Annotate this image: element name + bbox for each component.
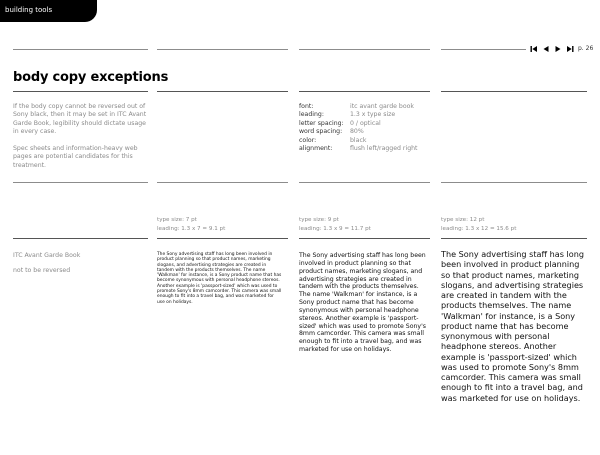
header-rule <box>157 49 288 50</box>
section-tab <box>0 0 97 22</box>
spec-row <box>299 137 459 145</box>
spec-value: itc avant garde book <box>350 103 415 110</box>
spec-value: flush left/ragged right <box>350 145 418 153</box>
intro-paragraph: If the body copy cannot be reversed out of Sony black, then it may be set in ITC Avant Garde Book, legibility should dictate usage in every case. <box>13 103 147 136</box>
header-rule <box>299 49 430 50</box>
spec-list <box>299 103 459 153</box>
spec-key: word spacing: <box>299 128 343 136</box>
page-number: p. 26 <box>578 45 594 52</box>
column-rule <box>441 182 587 183</box>
leading-caption: leading: 1.3 x 7 = 9.1 pt <box>157 226 226 232</box>
intro-paragraph: Spec sheets and information-heavy web pages are potential candidates for this treatment. <box>13 145 138 169</box>
sample-text-9pt: The Sony advertising staff has long been involved in product planning so that product names, marketing slogans, and advertising strategies are created in tandem with the products themselves. The name 'Walkman' for instance, is a Sony product name that has become synonymous with personal headphone stereos. Another example is 'passport-sized' which was used to promote Sony's 8mm camcorder. This camera was small enough to fit into a travel bag, and was marketed for use on holidays. <box>299 252 427 354</box>
spec-value: 80% <box>350 128 364 136</box>
spec-value: 0 / optical <box>350 119 381 127</box>
font-name-label: ITC Avant Garde Book <box>13 252 81 259</box>
sample-rule <box>157 238 288 239</box>
spec-value: 1.3 x type size <box>350 111 396 119</box>
play-right-icon[interactable] <box>554 45 562 53</box>
header-rule <box>441 49 526 50</box>
column-rule <box>13 182 148 183</box>
column-rule <box>157 182 288 183</box>
play-left-icon[interactable] <box>542 45 550 53</box>
spec-row <box>299 145 459 153</box>
type-size-caption: type size: 7 pt <box>157 217 197 223</box>
section-tab-label: building tools <box>5 6 53 14</box>
sample-text-7pt: The Sony advertising staff has long been involved in product planning so that product names, marketing slogans, and advertising strategies are created in tandem with the products themselves. The name 'Walkman' for instance, is a Sony product name that has become synonymous with personal headphone stereos. Another example is 'passport-sized' which was used to promote Sony's 8mm camcorder. This camera was small enough to fit into a travel bag, and was marketed for use on holidays. <box>157 252 282 305</box>
sample-rule <box>299 238 430 239</box>
spec-key: letter spacing: <box>299 119 344 127</box>
skip-back-icon[interactable] <box>530 45 538 53</box>
title-rule <box>13 91 148 92</box>
sample-text-12pt: The Sony advertising staff has long been involved in product planning so that product names, marketing slogans, and advertising strategies are created in tandem with the products themselves. The name 'Walkman' for instance, is a Sony product name that has become synonymous with personal headphone stereos. Another example is 'passport-sized' which was used to promote Sony's 8mm camcorder. This camera was small enough to fit into a travel bag, and was marketed for use on holidays. <box>441 249 584 403</box>
sample-rule <box>13 238 148 239</box>
spec-row <box>299 111 459 119</box>
skip-forward-icon[interactable] <box>566 45 574 53</box>
title-rule <box>441 91 587 92</box>
spec-row <box>299 120 459 128</box>
page-navigation <box>530 44 574 54</box>
title-rule <box>157 91 288 92</box>
leading-caption: leading: 1.3 x 9 = 11.7 pt <box>299 226 371 232</box>
page-title: body copy exceptions <box>13 70 169 85</box>
spec-key: color: <box>299 136 317 144</box>
usage-note: not to be reversed <box>13 267 71 274</box>
type-size-caption: type size: 9 pt <box>299 217 339 223</box>
leading-caption: leading: 1.3 x 12 = 15.6 pt <box>441 226 517 232</box>
spec-value: black <box>350 136 367 144</box>
title-rule <box>299 91 430 92</box>
header-rule <box>13 49 148 50</box>
spec-row <box>299 103 459 111</box>
type-size-caption: type size: 12 pt <box>441 217 485 223</box>
spec-key: font: <box>299 103 314 110</box>
spec-key: leading: <box>299 111 324 119</box>
spec-key: alignment: <box>299 145 333 153</box>
sample-rule <box>441 238 587 239</box>
column-rule <box>299 182 430 183</box>
spec-row <box>299 128 459 136</box>
